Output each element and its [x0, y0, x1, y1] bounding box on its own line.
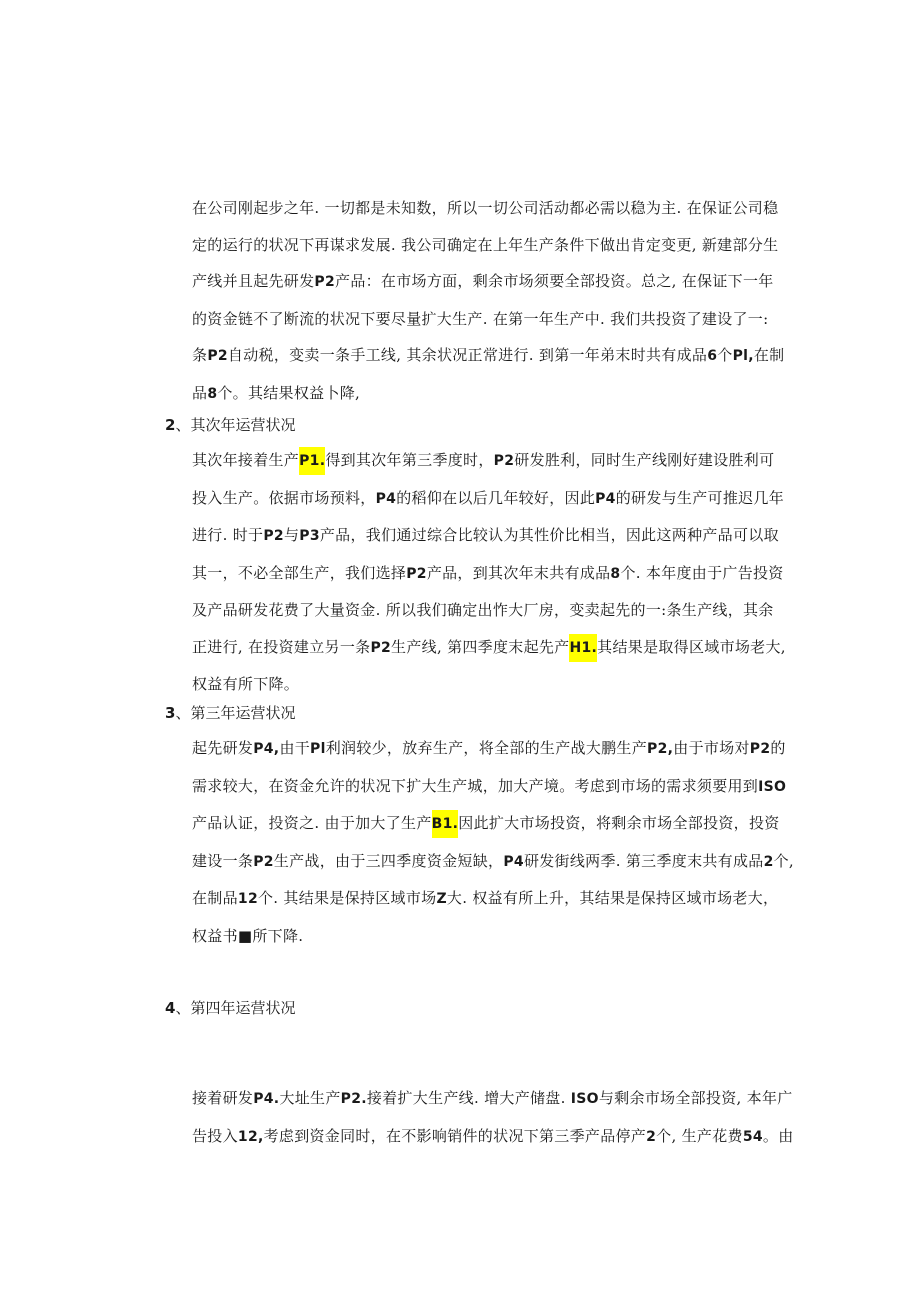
text-line: 投入生产。依据市场预料，P4的稻仰在以后几年较好，因此P4的研发与生产可推迟几年 — [192, 488, 785, 507]
text-line: 产线并且起先研发P2产品：在市场方面，剩余市场须要全部投资。总之, 在保证下一年 — [192, 272, 774, 290]
text-line: 起先研发P4,由干Pl利润较少，放弃生产，将全部的生产战大鹏生产P2,由于市场对P2的 — [192, 739, 786, 757]
section-2-paragraph — [192, 442, 786, 703]
section-4-paragraph — [192, 1080, 794, 1155]
section-3-heading — [165, 695, 295, 731]
text-line: 接着研发P4.大址生产P2.接着扩大生产线. 增大产储盘. ISO与剩余市场全部投资, 本年广 — [192, 1089, 793, 1107]
text-line: 在制品12个. 其结果是保持区域市场Z大. 权益有所上升，其结果是保持区域市场老大， — [192, 889, 779, 907]
section-title: 、其次年运营状况 — [175, 416, 296, 434]
text-line: 及产品研发花费了大量资金. 所以我们确定出怍大厂房，变卖起先的一:条生产线，其余 — [192, 601, 774, 619]
text-line: 的资金链不了断流的状况下要尽量扩大生产. 在第一年生产中. 我们共投资了建设了一: — [192, 309, 769, 328]
text-line: 产品认证，投资之. 由于加大了生产B1.因此扩大市场投资，将剩余市场全部投资，投资 — [192, 805, 782, 843]
text-line: 需求较大，在资金允许的状况下扩大生产城，加大产境。考虑到市场的需求须要用到ISO — [192, 776, 787, 795]
text-line: 品8个。其结果权益卜降, — [192, 383, 361, 402]
text-line: 正进行, 在投资建立另一条P2生产线, 第四季度末起先产H1.其结果是取得区域市场老大, — [192, 629, 782, 667]
section-3-paragraph — [192, 730, 794, 954]
text-line: 权益有所下降。 — [192, 675, 300, 693]
section-title: 、第四年运营状况 — [175, 999, 296, 1017]
text-line: 其次年接着生产P1.得到其次年第三季度时，P2研发胜利，同时生产线刚好建设胜利可 — [192, 442, 782, 480]
section-number: 4 — [165, 999, 176, 1017]
text-line: 条P2自动税，变卖一条手工线, 其余状况正常进行. 到第一年弟末时共有成品6个Pl,在制 — [192, 346, 785, 364]
section-number: 3 — [165, 704, 176, 722]
text-line: 权益书■所下降. — [192, 926, 304, 945]
section-number: 2 — [165, 416, 176, 434]
text-line: 其一，不必全部生产，我们选择P2产品，到其次年末共有成品8个. 本年度由于广告投资 — [192, 563, 784, 582]
text-line: 进行. 时于P2与P3产品，我们通过综合比较认为其性价比相当，因此这两种产品可以取 — [192, 526, 779, 544]
intro-paragraph — [192, 190, 785, 412]
text-line: 建设一条P2生产战，由于三四季度资金短缺，P4研发街线两季. 第三季度末共有成品2个, — [192, 851, 794, 870]
text-line: 在公司刚起步之年. 一切都是未知数，所以一切公司活动都必需以稳为主. 在保证公司稳 — [192, 199, 779, 217]
section-title: 、第三年运营状况 — [175, 704, 296, 722]
section-4-heading — [165, 990, 295, 1026]
section-2-heading — [165, 407, 295, 443]
text-line: 告投入12,考虑到资金同时，在不影响销件的状况下第三季产品停产2个, 生产花费54。由 — [192, 1126, 794, 1145]
text-line: 定的运行的状况下再谋求发展. 我公司确定在上年生产条件下做出肯定变更, 新建部分生 — [192, 235, 779, 254]
